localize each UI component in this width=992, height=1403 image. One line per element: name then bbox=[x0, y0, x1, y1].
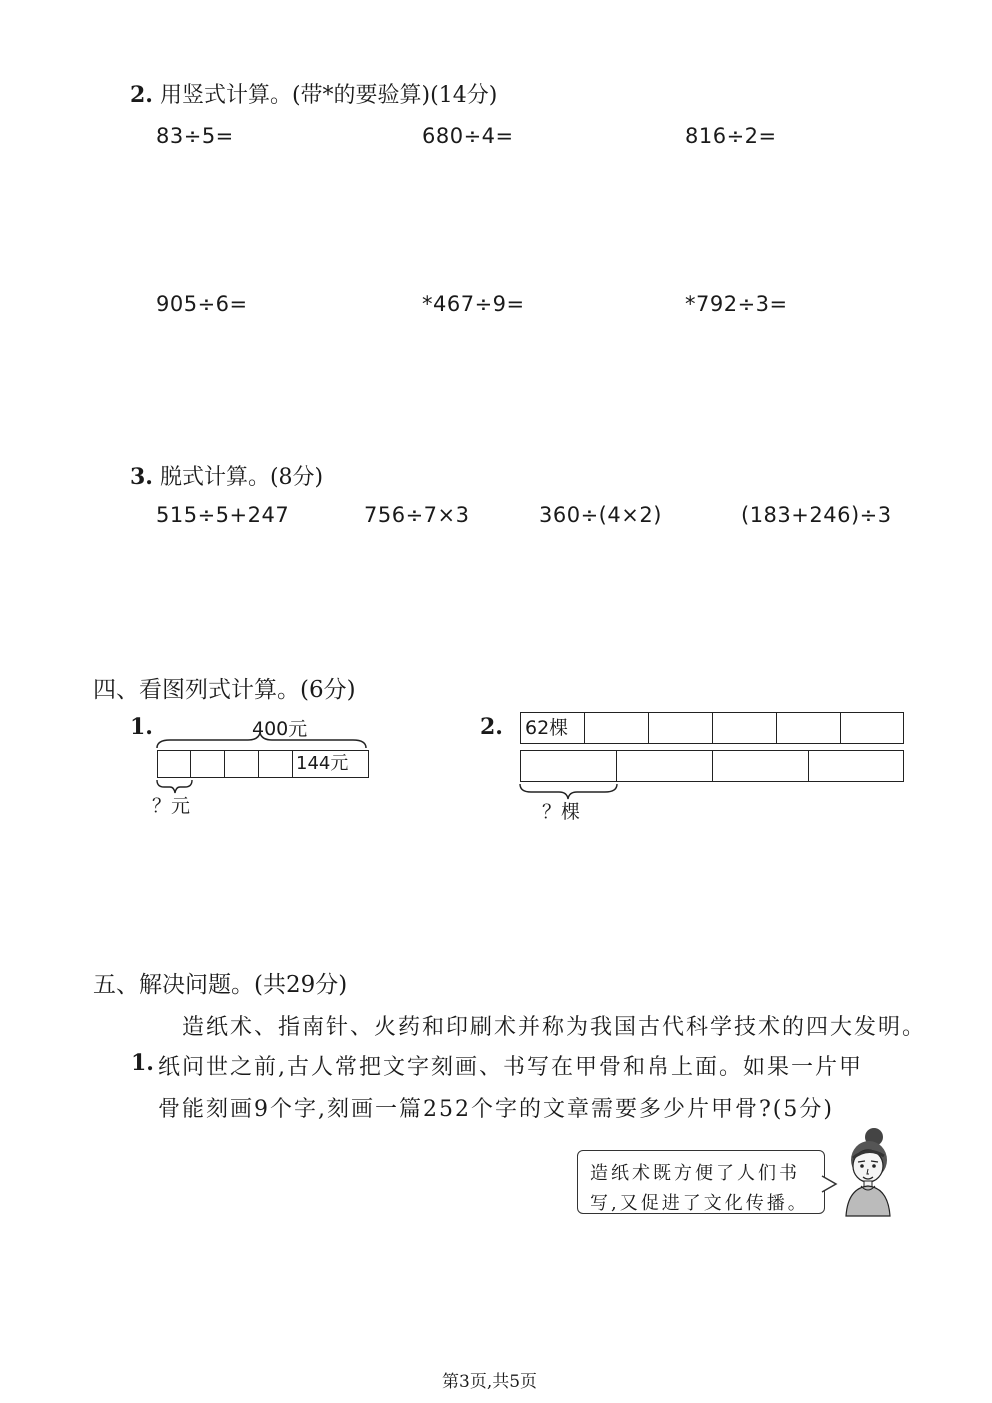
fig1-question-label: ？元 bbox=[152, 795, 191, 817]
fig2-number: 2. bbox=[480, 714, 503, 740]
section4-title: 四、看图列式计算。(6分) bbox=[93, 677, 356, 703]
q3-title: 脱式计算。(8分) bbox=[159, 465, 324, 490]
fig1-total-label: 400元 bbox=[252, 718, 308, 740]
speech-bubble-line2: 写,又促进了文化传播。 bbox=[590, 1193, 809, 1214]
q2-title: 用竖式计算。(带*的要验算)(14分) bbox=[159, 83, 498, 108]
fig1-total-brace bbox=[150, 730, 375, 752]
q2-heading bbox=[130, 78, 497, 109]
problem1-number: 1. bbox=[131, 1050, 154, 1076]
page-footer: 第3页,共5页 bbox=[442, 1372, 538, 1392]
q3-item-3: 360÷(4×2) bbox=[539, 503, 662, 527]
q2-item-6: *792÷3= bbox=[685, 292, 788, 316]
fig2-question-label: ？棵 bbox=[542, 801, 581, 823]
fig2-bottom-segment-3 bbox=[712, 750, 810, 782]
fig1-known-segment: 144元 bbox=[292, 750, 369, 778]
q2-item-3: 816÷2= bbox=[685, 124, 777, 148]
section5-intro: 造纸术、指南针、火药和印刷术并称为我国古代科学技术的四大发明。 bbox=[182, 1015, 927, 1040]
fig2-bottom-segment-1 bbox=[520, 750, 618, 782]
fig2-known-segment: 62棵 bbox=[520, 712, 586, 744]
problem1-line2: 骨能刻画9个字,刻画一篇252个字的文章需要多少片甲骨?(5分) bbox=[158, 1097, 834, 1122]
q3-item-4: (183+246)÷3 bbox=[741, 503, 892, 527]
q3-number: 3. bbox=[130, 464, 153, 490]
q2-item-4: 905÷6= bbox=[156, 292, 248, 316]
fig2-top-segment-3 bbox=[648, 712, 714, 744]
q2-item-2: 680÷4= bbox=[422, 124, 514, 148]
section5-title: 五、解决问题。(共29分) bbox=[93, 972, 348, 998]
girl-illustration-icon bbox=[836, 1126, 902, 1218]
fig2-top-segment-2 bbox=[584, 712, 650, 744]
fig1-number: 1. bbox=[130, 714, 153, 740]
q2-item-5: *467÷9= bbox=[422, 292, 525, 316]
q3-item-1: 515÷5+247 bbox=[156, 503, 290, 527]
fig1-segment-4 bbox=[258, 750, 293, 778]
fig2-top-segment-6 bbox=[840, 712, 904, 744]
fig1-segment-2 bbox=[190, 750, 225, 778]
q3-heading bbox=[130, 460, 323, 491]
problem1-line1: 纸问世之前,古人常把文字刻画、书写在甲骨和帛上面。如果一片甲 bbox=[158, 1055, 863, 1080]
fig2-bottom-segment-4 bbox=[808, 750, 904, 782]
q3-item-2: 756÷7×3 bbox=[364, 503, 470, 527]
fig2-bottom-segment-2 bbox=[616, 750, 714, 782]
speech-bubble-line1: 造纸术既方便了人们书 bbox=[590, 1163, 800, 1184]
fig1-segment-3 bbox=[224, 750, 259, 778]
fig2-top-segment-5 bbox=[776, 712, 842, 744]
fig1-segment-1 bbox=[157, 750, 192, 778]
q2-item-1: 83÷5= bbox=[156, 124, 234, 148]
q2-number: 2. bbox=[130, 82, 153, 108]
fig2-top-segment-4 bbox=[712, 712, 778, 744]
speech-bubble bbox=[577, 1150, 825, 1214]
